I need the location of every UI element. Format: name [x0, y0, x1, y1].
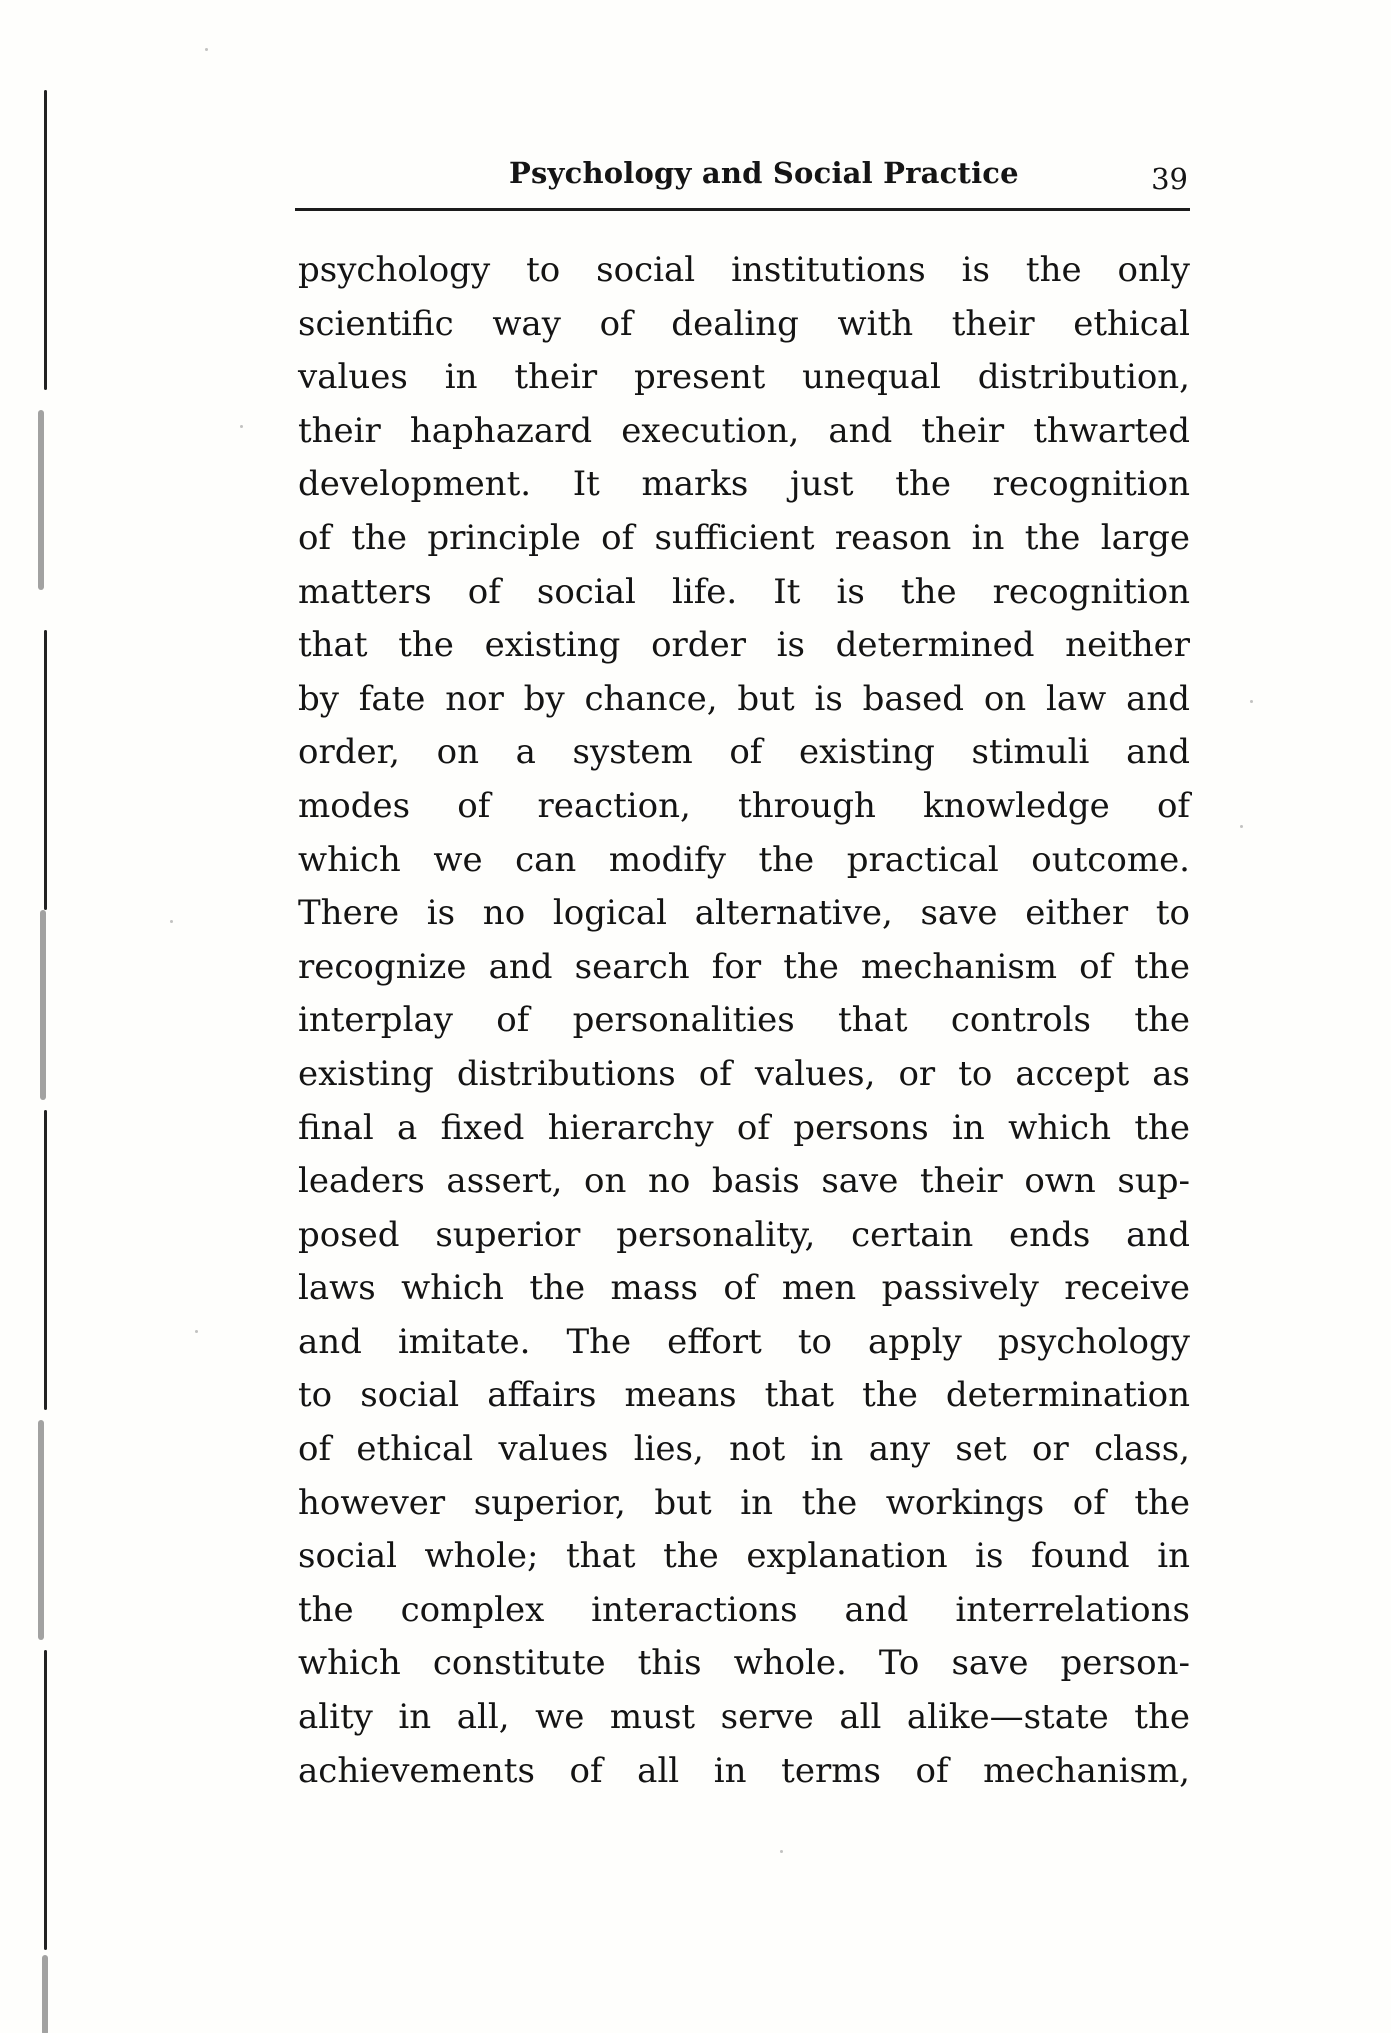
- text-line: order, on a system of existing stimuli and: [298, 732, 1190, 773]
- text-line: achievements of all in terms of mechanism,: [298, 1750, 1190, 1791]
- body-paragraph: [298, 244, 1190, 1798]
- paper-speck: [195, 1330, 198, 1333]
- text-line: social whole; that the explanation is found in: [298, 1536, 1190, 1577]
- text-line: that the existing order is determined neither: [298, 625, 1190, 666]
- text-line: which we can modify the practical outcome.: [298, 839, 1190, 880]
- text-line: recognize and search for the mechanism of the: [298, 946, 1190, 987]
- text-line: of ethical values lies, not in any set or class,: [298, 1429, 1190, 1470]
- paper-speck: [780, 1850, 783, 1853]
- text-line: of the principle of sufficient reason in the large: [298, 517, 1190, 558]
- paper-speck: [205, 48, 208, 51]
- binding-speck: [38, 1420, 44, 1640]
- text-line: development. It marks just the recognition: [298, 464, 1190, 505]
- binding-speck: [40, 910, 46, 1100]
- binding-edge-shadow: [34, 30, 62, 2020]
- text-line: values in their present unequal distribution,: [298, 357, 1190, 398]
- text-line: final a fixed hierarchy of persons in which the: [298, 1107, 1190, 1148]
- text-line: laws which the mass of men passively receive: [298, 1268, 1190, 1309]
- text-line: matters of social life. It is the recognition: [298, 571, 1190, 612]
- paper-speck: [170, 920, 173, 923]
- text-line: There is no logical alternative, save either to: [298, 893, 1190, 934]
- text-line: the complex interactions and interrelations: [298, 1589, 1190, 1630]
- binding-stroke: [44, 90, 47, 390]
- text-line: which constitute this whole. To save person-: [298, 1643, 1190, 1684]
- binding-speck: [42, 1955, 48, 2033]
- text-line: however superior, but in the workings of the: [298, 1482, 1190, 1523]
- text-line: leaders assert, on no basis save their own sup-: [298, 1161, 1190, 1202]
- page-header: [295, 150, 1190, 211]
- paper-speck: [240, 425, 243, 428]
- text-line: and imitate. The effort to apply psychology: [298, 1321, 1190, 1362]
- text-line: by fate nor by chance, but is based on law and: [298, 678, 1190, 719]
- text-line: to social affairs means that the determination: [298, 1375, 1190, 1416]
- binding-speck: [38, 410, 44, 590]
- page-number: 39: [1151, 162, 1188, 196]
- text-line: interplay of personalities that controls the: [298, 1000, 1190, 1041]
- text-line: existing distributions of values, or to accept as: [298, 1053, 1190, 1094]
- text-line: their haphazard execution, and their thwarted: [298, 410, 1190, 451]
- text-line: posed superior personality, certain ends and: [298, 1214, 1190, 1255]
- running-title: Psychology and Social Practice: [509, 156, 1019, 190]
- binding-stroke: [44, 1650, 47, 1950]
- binding-stroke: [44, 1110, 47, 1410]
- text-line: scientific way of dealing with their ethical: [298, 303, 1190, 344]
- text-line: ality in all, we must serve all alike—state the: [298, 1697, 1190, 1738]
- binding-stroke: [44, 630, 47, 910]
- paper-speck: [1250, 700, 1253, 703]
- paper-speck: [1240, 825, 1243, 828]
- text-line: psychology to social institutions is the only: [298, 250, 1190, 290]
- text-line: modes of reaction, through knowledge of: [298, 785, 1190, 826]
